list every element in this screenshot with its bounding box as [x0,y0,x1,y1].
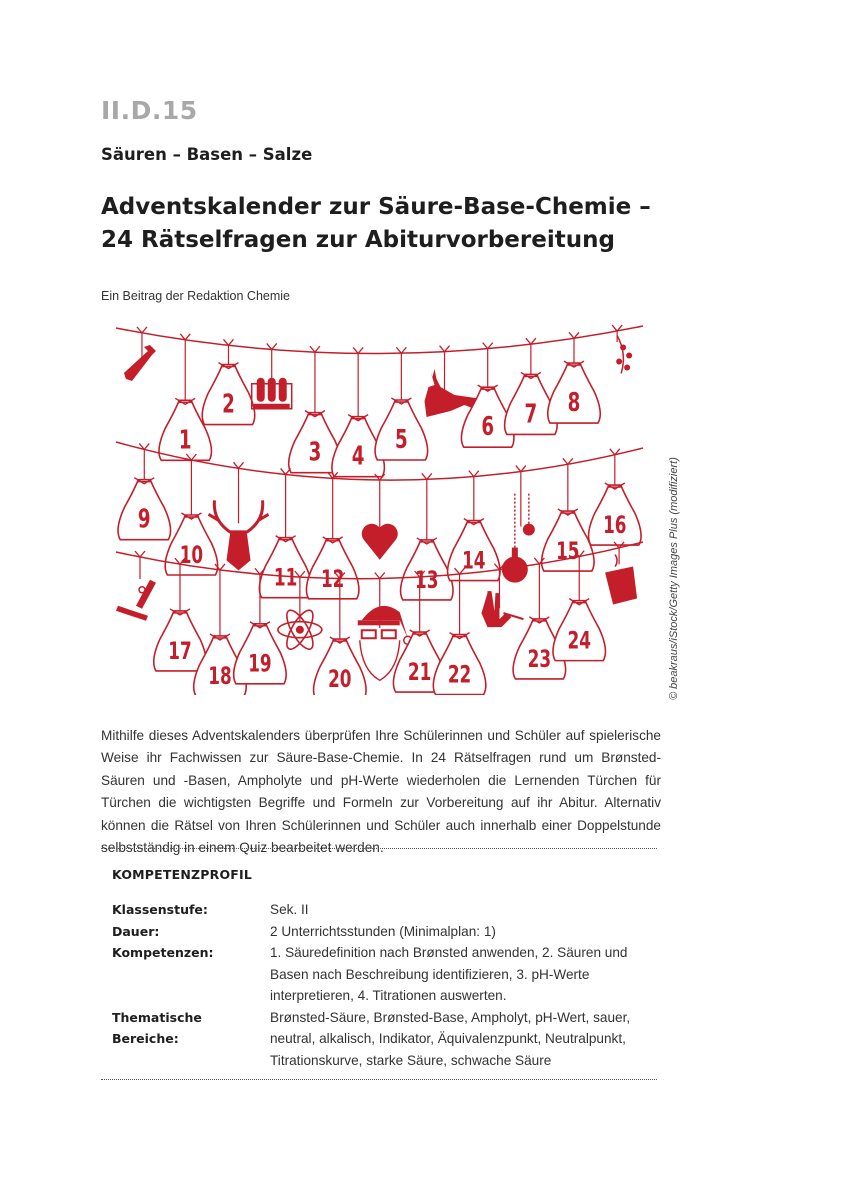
flask-icon [523,524,535,536]
bag-number: 20 [328,665,352,694]
beaker-icon [615,555,617,567]
bag-number: 17 [168,637,192,666]
bag-number: 6 [481,411,495,442]
advent-calendar-illustration [108,320,653,695]
kp-value: Sek. II [270,902,309,917]
deer-head-ornament [209,462,269,570]
kp-label: Thematische Bereiche: [112,1009,202,1046]
test-tube-rack-ornament [252,343,292,408]
kp-value: 1. Säuredefinition nach Brønsted anwenden, 2. Säuren und Basen nach Beschreibung identifizieren, 3. pH-Werte interpretieren, 4. Titrationen auswerten. [270,945,628,1003]
byline: Ein Beitrag der Redaktion Chemie [101,289,290,303]
test-tube-rack-icon [279,378,287,402]
advent-bag-1 [159,334,212,460]
kp-row-klassenstufe [112,899,657,921]
garland-row-1 [116,325,643,477]
microscope-icon [139,587,145,593]
bag-number: 1 [178,424,192,456]
flask-icon [512,548,518,558]
microscope-ornament [116,551,156,621]
kp-row-thematische-bereiche [112,1007,657,1072]
bag-number: 23 [527,645,552,674]
page-title [101,191,721,257]
intro-paragraph: Mithilfe dieses Adventskalenders überprüfen Ihre Schülerinnen und Schüler auf spielerische Weise ihr Fachwissen zur Säure-Base-Chemie. In 24 Rätselfragen rund um Brønsted-Säuren und -Basen, Ampholyte und pH-Werte wiederholen die Lernenden Türchen für Türchen die wichtigsten Begriffe und Formeln zur Vorbereitung auf ihr Abitur. Alternativ können die Rätsel von Ihren Schülerinnen und Schüler auch innerhalb einer Doppelstunde selbstständig in einem Quiz bearbeitet werden. [101,728,661,856]
kp-label: Kompetenzen: [112,945,214,960]
advent-bag-5 [375,347,428,460]
dropper-icon [124,345,156,381]
kp-row-kompetenzen [112,942,657,1007]
bag-number: 18 [208,662,232,691]
advent-bag-14 [448,471,501,581]
series-title: Säuren – Basen – Salze [101,145,313,164]
bag-number: 2 [222,389,235,420]
test-tube-rack-icon [257,378,265,402]
divider-top [101,848,657,849]
advent-bag-8 [548,332,601,423]
berry-branch-icon [616,358,622,364]
bag-number: 24 [567,627,591,656]
advent-bag-3 [289,346,342,473]
bag-number: 5 [394,424,408,455]
test-tube-rack-icon [268,378,276,402]
atom-icon [296,626,304,634]
bag-number: 10 [179,541,204,570]
kp-label: Dauer: [112,923,160,939]
garland-string [116,326,643,354]
heart-icon [362,524,398,560]
knot-icon [396,347,406,353]
beaker-ornament [605,542,637,605]
microscope-icon [116,580,156,621]
kp-label: Klassenstufe: [112,902,208,917]
advent-bag-16 [589,449,641,545]
bag-number: 11 [273,564,298,593]
kp-value: 2 Unterrichtsstunden (Minimalplan: 1) [270,923,496,939]
title-line-2: 24 Rätselfragen zur Abiturvorbereitung [101,227,615,253]
advent-bag-13 [401,473,454,600]
knot-icon [422,473,432,479]
knot-icon [375,573,385,579]
santa-icon [362,630,396,638]
advent-bag-15 [542,458,595,571]
berry-branch-icon [626,352,632,358]
bag-number: 21 [407,658,432,687]
advent-bag-2 [202,339,255,424]
bag-number: 7 [524,399,538,430]
advent-bag-11 [259,468,312,597]
bag-number: 14 [462,547,486,576]
bag-number: 12 [320,565,345,594]
knot-icon [353,347,363,353]
bag-number: 13 [415,566,439,595]
beaker-icon [605,567,637,605]
title-line-1: Adventskalender zur Säure-Base-Chemie – [101,194,651,220]
kp-value: Brønsted-Säure, Brønsted-Base, Ampholyt, pH-Wert, sauer, neutral, alkalisch, Indikator, Äquivalenzpunkt, Neutralpunkt, Titrationskurve, starke Säure, schwache Säure [270,1009,631,1068]
berry-branch-icon [617,335,623,373]
berry-branch-icon [624,364,630,370]
advent-bag-12 [306,472,359,599]
image-credit: © beakraus/iStock/Getty Images Plus (modifiziert) [668,457,680,700]
heart-ornament [362,474,398,560]
kompetenzprofil-heading: KOMPETENZPROFIL [112,867,253,882]
bag-number: 16 [603,511,627,540]
kp-row-dauer [112,921,657,943]
unit-code: II.D.15 [101,96,198,125]
berry-branch-icon [620,344,626,350]
bag-number: 8 [567,387,581,418]
kompetenzprofil-table [112,899,657,1071]
gloves-icon [481,591,511,627]
bag-number: 19 [248,650,272,679]
deer-head-icon [227,530,251,570]
bag-number: 3 [308,437,322,468]
bag-number: 4 [351,441,365,472]
bag-number: 9 [137,504,151,535]
berry-branch-ornament [612,325,632,373]
bag-number: 22 [447,661,472,690]
divider-bottom [101,1079,657,1080]
bag-number: 15 [556,537,580,566]
santa-icon [358,620,400,625]
